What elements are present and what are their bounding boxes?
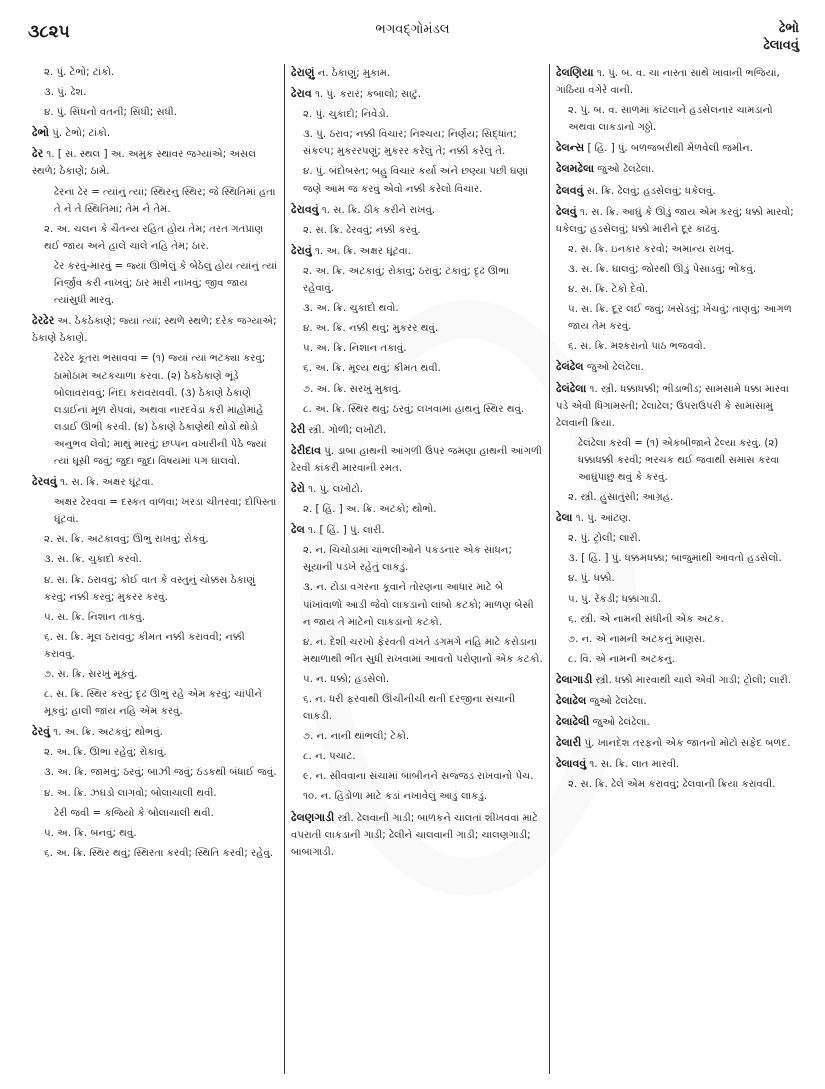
page-header [0,0,825,62]
definition-text: ઢેરઢેર કૂતરાં ભસાવવાં = (૧) જ્યાં ત્યાં ભટક્યા કરવું; ઠામોઠામ અટકચાળા કરવા. (૨) ઠેકઠેકાણે ભૂંડે બોલાવરાવવું; નિંદા કરાવરાવવી. (૩) ઠેકાણે ઠેકાણે લડાઈનાં મૂળ રોપવાં, અથવા નારદવેડા કરી માંહોમાંહે લડાઈ ઊભી કરવી. (૪) ઠેકાણે ઠેકાણેથી થોડો થોડો અનુભવ લેવો; માથું મારવું; છપ્પન વખારીની પેઠે જ્યાં ત્યાં ઘૂસી જવું; જુદા જુદા વિષયમાં પગ ઘાલવો. [54,353,267,467]
definition-text: જુઓ ઢેલંઢેલા. [586,696,647,707]
definition-text: ૩. ન. ટોડા વગરના કૂવાને તોરણના આધાર માટે બે પાંખાંવાળો આડી જેવો લાકડાનો લાંબો કટકો; માળણ બેસી ન જાય તે માટેનો લાકડાનો કટકો. [303,582,534,628]
sense-line [291,788,543,805]
headword: ઢેલાવવું [556,757,587,771]
idiom-line [32,805,278,822]
column-right [550,64,806,1074]
definition-text: ૫. સ. ક્રિ. નિશાન તાકવું. [44,611,145,623]
sense-line [291,263,543,297]
definition-text: ૫. સ. ક્રિ. દૂર લઈ જવું; ખસેડવું; ખેંચવું; તાણવું; આગળ જાય તેમ કરવું. [568,304,792,333]
dictionary-entry [556,734,800,752]
definition-text: ૧. પું. કરાર; કબાલો; સાટું. [311,89,422,101]
sense-line [32,764,278,781]
definition-text: ૨. અ. ક્રિ. અટકાવું; રોકાવું; ઠરાવું; ટકાવું; દૃઢ ઊભા રહેવાવું. [303,265,510,295]
definition-text: ૧. સ. ક્રિ. લાત મારવી. [586,759,680,771]
guide-word-last: ઢેલાવવું [763,38,799,53]
sense-line [291,163,543,197]
headword: ઢેરવું [32,725,51,739]
definition-text: ૪. ન. દેશી ચરખો ફેરવતી વખતે ડગમગે નહિ માટે કરોડાના મથાળાથી ભીંત સુધી રાખવામાં આવતો પરોણાનો એક કટકો. [303,636,543,665]
definition-text: ૪. પું. બંદોબસ્ત; બહુ વિચાર કર્યા અને છણ્યા પછી ઘણાં જણે આમ જ કરવું એવો નક્કી કરેલો વિચાર. [303,166,529,195]
definition-text: ૨. પું. ટેભો; ટાંકો. [44,67,115,78]
page-number: ૩૮૨૫ [28,22,70,42]
dictionary-entry [556,358,800,376]
definition-text: ૯. ન. સીવવાના સંચામાં બાબીનને સજ્જડ રાખવાનો પેચ. [303,771,534,783]
dictionary-entry [291,64,543,82]
definition-text: ૧. પું. બ. વ. ચા નાસ્તા સાથે ખાવાની ભજિયાં, ગાંઠિયા વગેરે વાની. [556,68,780,97]
definition-text: ૪. અ. ક્રિ. નક્કી થવું; મુકરર થવું. [303,323,439,335]
definition-text: ૨. પું. ટ્રોલી; લારી. [568,533,641,545]
sense-line [32,666,278,683]
dictionary-entry [556,160,800,178]
sense-line [556,281,800,298]
definition-text: ૭. ન. નાની થાંભલી; ટેકો. [303,731,410,743]
sense-line [556,530,800,547]
sense-line [32,84,278,101]
definition-text: ૪. અ. ક્રિ. ઝઘડો લાગવો; બોલાચાલી થવી. [44,787,217,799]
definition-text: ૧૦. ન. હિંડોળા માટે કડાં નખાવેલું આડું લાકડું. [303,791,488,803]
dictionary-entry [32,723,278,741]
sense-line [291,542,543,576]
definition-text: ૨. અ. ચલન કે ચૈતન્ય રહિત હોય તેમ; તરત ગતપ્રાણ થઈ જાય અને હાલે ચાલે નહિ તેમ; ઠાર. [44,223,264,252]
idiom-line [32,184,278,218]
sense-line [291,340,543,357]
sense-line [291,360,543,377]
headword: ઢેરાવવું [291,202,319,216]
sense-line [291,320,543,337]
dictionary-entry [32,124,278,142]
sense-line [556,301,800,335]
dictionary-entry [556,713,800,731]
definition-text: ૨. સ. ક્રિ. ઢેરવવું; નક્કી કરવું. [303,224,421,236]
definition-text: ૧. પું. આંટણ. [572,513,632,525]
sense-line [32,551,278,568]
sense-line [291,768,543,785]
guide-words [763,20,799,54]
sense-line [291,401,543,418]
headword: ઢેરી [291,422,306,436]
definition-text: ૧. અ. ક્રિ. અટકવું; થોભવું. [50,727,163,739]
definition-text: ૧. [ હિં. ] પું. લારી. [304,525,385,537]
headword: ઢેલ [291,523,305,537]
sense-line [32,686,278,720]
sense-line [291,634,543,668]
idiom-line [32,350,278,470]
definition-text: અક્ષર ઢેરવવા = દસ્કત વાળવા; ખરડા ચીતરવા; દોપિસ્તાં ઘૂંટવાં. [54,497,277,526]
definition-text: ૫. પું. રેંકડી; ધક્કાગાડી. [568,593,662,605]
definition-text: ૫. ન. ધક્કો; હડસેલો. [303,673,390,685]
headword: ઢેલણગાડી [291,810,335,824]
sense-line [291,222,543,239]
headword: ઢેલાઢેલ [556,694,587,707]
idiom-line [32,494,278,528]
definition-text: ૨. પું. ચુકાદો; નિવેડો. [303,109,389,121]
definition-text: ૧. [ સં. સ્થલ ] અ. અમુક સ્થાવર જગ્યાએ; અસલ સ્થળે; ઠેકાણે; ઠામે. [32,149,257,178]
dictionary-entry [291,201,543,219]
definition-text: જુઓ ઢેલંઢેલા. [594,164,655,176]
sense-line [556,776,800,793]
sense-line [556,241,800,258]
definition-text: ૩. સ. ક્રિ. ચુકાદો કરવો. [44,554,142,566]
sense-line [556,489,800,506]
definition-text: ૭. અ. ક્રિ. સરખું મુકાવું. [303,383,402,395]
dictionary-entry [32,145,278,180]
definition-text: ૪. સ. ક્રિ. ટેકો દેવો. [568,284,649,296]
idiom-line [556,435,800,486]
definition-text: જુઓ ઢેલંઢેલા. [583,362,644,374]
headword: ઢેરઢેર [32,314,55,328]
column-middle [284,64,550,1074]
column-left [26,64,284,1074]
definition-text: ૩. અ. ક્રિ. ચુકાદો થવો. [303,303,399,315]
definition-text: ૧. અ. ક્રિ. અક્ષર ઘૂંટવા. [311,245,411,257]
definition-text: ૧. સ. ક્રિ. ઠીક કરીને રાખવું. [318,204,436,216]
sense-line [291,671,543,688]
sense-line [556,102,800,136]
definition-text: ૨. સ. ક્રિ. ઢેલે એમ કરાવવું; ઢેલવાની ક્રિયા કરાવવી. [568,779,776,791]
guide-word-first: ઢેભો [778,21,799,36]
dictionary-entry [556,380,800,432]
headword: ઢેલા [556,511,573,525]
definition-text: સ. ક્રિ. ઢેલવું; હડસેલવું; ધકેલવું. [583,185,716,197]
definition-text: ૨. સ. ક્રિ. અટકાવવું; ઊભું રાખવું; રોકવું. [44,534,209,546]
headword: ઢેરાવું [291,243,312,257]
dictionary-entry [556,203,800,238]
sense-line [291,300,543,317]
headword: ઢેરાવ [291,87,312,101]
definition-text: ૨. અ. ક્રિ. ઊભા રહેવું; રોકાવું. [44,747,167,759]
sense-line [556,591,800,608]
sense-line [291,579,543,630]
definition-text: ૫. અ. ક્રિ. બનવું; થવું. [44,827,137,839]
dictionary-entry [556,755,800,773]
definition-text: ૩. [ હિં. ] પું. ધક્કમધક્કા; બાજુમાંથી આવતો હડસેલો. [568,553,782,565]
sense-line [32,104,278,121]
sense-line [556,570,800,587]
headword: ઢેલંઢેલ [556,360,584,374]
headword: ઢેભો [32,126,50,140]
sense-line [556,651,800,668]
sense-line [291,106,543,123]
definition-text: ૨. [ હિં. ] અ. ક્રિ. અટકો; થોભો. [303,504,437,516]
sense-line [556,611,800,628]
sense-line [32,785,278,802]
definition-text: પું. ડાબા હાથની આંગળી ઉપર જમણા હાથની આંગળી ઢેરવી કાંકરી મારવાની રમત. [291,445,542,474]
book-title: ભગવદ્ગોમંડલ [375,22,450,37]
definition-text: સ્ત્રી. ગોળી; લખોટી. [305,424,387,436]
dictionary-entry [32,312,278,347]
definition-text: ૧. સ્ત્રી. ધક્કાધક્કી; ભીડાભીડ; સામસામે ધક્કા મારવા પડે એવી ધિંગામસ્તી; ઢેલાઢેલ; ઉપરાઉપરી કે સામાસામું ઢેલવાની ક્રિયા. [556,383,789,429]
headword: ઢેલવવું [556,183,584,197]
sense-line [291,728,543,745]
headword: ઢેલંઢેલા [556,381,587,395]
headword: ઢેલન્સ [556,141,585,155]
definition-text: ઢેલંઢેલા કરવી = (૧) એકબીજાને ઢેલ્યા કરવું. (૨) ધક્કાધક્કી કરવી; ભરચક થઈ જવાથી સમાસ કરવા આઘુંપાછું થવું કે કરવું. [578,437,780,483]
definition-text: જુઓ ઢેલંઢેલા. [589,717,650,729]
sense-line [556,550,800,567]
sense-line [556,261,800,278]
definition-text: ૬. સ્ત્રી. એ નામની સંધીની એક અટક. [568,613,724,625]
sense-line [291,126,543,160]
dictionary-entry [291,442,543,477]
sense-line [32,64,278,81]
definition-text: ૬. ન. ધરી ફરવાથી ઊંચીનીચી થતી દરજીના સંચાની લાકડી. [303,694,516,723]
sense-line [32,221,278,255]
definition-text: ઢેરના ઢેર = ત્યાંનું ત્યાં; સ્થિરનું સ્થિર; જે સ્થિતિમાં હતા તે ને તે સ્થિતિમાં; તેમ ને તેમ. [54,186,276,215]
dictionary-entry [556,182,800,200]
headword: ઢેલાગાડી [556,672,593,686]
definition-text: ૮. અ. ક્રિ. સ્થિર થવું; ઠરવું; લખવામાં હાથનું સ્થિર થવું. [303,403,525,415]
definition-text: ૭. ન. એ નામની અટકનું માણસ. [568,633,706,645]
headword: ઢેલમઢેલા [556,162,595,176]
definition-text: ૫. અ. ક્રિ. નિશાન તકાવું. [303,343,407,355]
definition-text: ૧. પું. લખોટો. [304,483,364,495]
definition-text: ૬. સ. ક્રિ. મશ્કરાનો પાઠ ભજવવો. [568,341,706,353]
sense-line [291,381,543,398]
definition-text: ૩. પું. ઠરાવ; નક્કી વિચાર; નિશ્ચય; નિર્ણય; સિદ્ધાંત; સંકલ્પ; મુકરરપણું; મુકરર કરેલું તે; નક્કી કરેલું તે. [303,129,517,158]
definition-text: ૨. સ્ત્રી. હુંસાતુંસી; આગ્રહ. [568,492,674,504]
dictionary-entry [556,139,800,157]
sense-line [32,825,278,842]
dictionary-entry [291,85,543,103]
definition-text: પું. ટેભો; ટાંકો. [49,128,111,140]
definition-text: ૪. સ. ક્રિ. ઠરાવવું; કોઈ વાત કે વસ્તુનું ચોક્કસ ઠેકાણું કરવું; નક્કી કરવું; મુકરર કરવું. [44,574,256,603]
sense-line [32,609,278,626]
headword: ઢેર [32,147,44,161]
definition-text: ૪. પું. ધક્કો. [568,573,615,585]
dictionary-entry [32,473,278,491]
definition-text: ૮. ન. પચાટ. [303,751,356,763]
definition-text: ૬. અ. ક્રિ. સ્થિર થવું; સ્થિરતા કરવી; સ્થિતિ કરવી; રહેવું. [44,847,274,859]
definition-text: ૭. સ. ક્રિ. સરખું મૂકવું. [44,669,138,680]
definition-text: અ. ઠેકઠેકાણે; જ્યાં ત્યાં; સ્થળે સ્થળે; દરેક જગ્યાએ; ઠેકાણે ઠેકાણે. [32,316,277,345]
definition-text: ૧. સ. ક્રિ. અક્ષર ઘૂંટવા. [56,477,154,489]
definition-text: ૮. વિ. એ નામની અટકનું. [568,653,675,665]
sense-line [291,691,543,725]
sense-line [291,748,543,765]
dictionary-entry [556,692,800,710]
definition-text: ૨. ન. ચિચોડામાં ચાંભલીઓને પકડનાર એક સાધન; સૂયાની પડખે રહેતું લાકડું. [303,545,512,574]
definition-text: ૩. પું. ઢેશ. [44,87,87,99]
definition-text: ૬. અ. ક્રિ. મૂલ્ય થવું; કીમત થવી. [303,363,441,375]
headword: ઢેરો [291,481,305,495]
headword: ઢેરાણું [291,66,315,79]
sense-line [556,338,800,355]
sense-line [32,531,278,548]
definition-text: ૮. સ. ક્રિ. સ્થિર કરવું; દૃઢ ઊભું રહે એમ કરવું; ચાંપીને મૂકવું; હાલી જાય નહિ એમ કરવું. [44,689,263,718]
definition-text: ઢેરી જવી = કજિયો કે બોલાચાલી થવી. [54,807,214,819]
dictionary-entry [291,421,543,439]
sense-line [32,744,278,761]
dictionary-entry [291,242,543,260]
definition-text: ૧. સ. ક્રિ. આઘું કે ઊંડું જાય એમ કરવું; ધક્કો મારવો; ધકેલવું; હડસેલવું; ધક્કો મારીને દૂર કાઢવું. [556,206,794,235]
sense-line [556,631,800,648]
dictionary-entry [291,809,543,861]
definition-text: સ્ત્રી. ઢેલવાની ગાડી; બાળકને ચાલતાં શીખવવા માટે વપરાતી લાકડાની ગાડી; ઢેલીને ચાલવાની ગાડી; ચાલણગાડી; બાબાગાડી. [291,812,539,858]
definition-text: ૩. અ. ક્રિ. જામવું; ઠરવું; બાઝી જવું; ઠંડકથી બંધાઈ જવું. [44,767,277,779]
dictionary-entry [556,509,800,527]
sense-line [32,845,278,862]
headword: ઢેલવું [556,204,577,218]
headword: ઢેલણિયા [556,66,594,79]
headword: ઢેલારી [556,736,582,750]
definition-text: ૬. સ. ક્રિ. મૂલ ઠરાવવું; કીમત નક્કી કરાવવી; નક્કી કરાવવું. [44,631,245,660]
definition-text: પું. ખાનદેશ તરફનો એક જાતનો મોટો સફેદ બળદ. [581,738,791,750]
dictionary-entry [291,480,543,498]
sense-line [32,572,278,606]
definition-text: ૩. સ. ક્રિ. ઘાલવું; જોરથી ઊંડું પેસાડવું; ભોંકવું. [568,263,757,275]
definition-text: ૨. પું. બ. વ. સાળમાં કાંટલાને હડસેલનાર ચામડાનો અથવા લાકડાનો ગઠ્ઠો. [568,105,773,134]
dictionary-columns [26,64,806,1074]
definition-text: ન. ઠેકાણું; મુકામ. [314,68,391,79]
idiom-line [32,258,278,309]
definition-text: ૪. પું. સિંધનો વતની; સિંધી; સંધી. [44,107,177,119]
headword: ઢેરીદાવ [291,443,321,457]
definition-text: ૨. સ. ક્રિ. ઇનકાર કરવો; અમાન્ય રાખવું. [568,243,735,255]
dictionary-entry [291,521,543,539]
definition-text: [ હિં. ] પું. બળજબરીથી મેળવેલી જમીન. [584,143,753,155]
headword: ઢેલાઢેલી [556,715,590,729]
definition-text: ઢેર કરવું-મારવું = જ્યાં ઊભેલું કે બેઠેલું હોય ત્યાંનું ત્યાં નિર્જીવ કરી નાખવું; ઠાર મારી નાખવું; જીવ જાય ત્યાંસુધી મારવું. [54,260,278,307]
dictionary-entry [556,671,800,689]
sense-line [291,501,543,518]
dictionary-entry [556,64,800,99]
definition-text: સ્ત્રી. ધક્કો મારવાથી ચાલે એવી ગાડી; ટ્રોલી; લારી. [592,674,792,686]
sense-line [32,629,278,663]
headword: ઢેરવવું [32,475,57,489]
